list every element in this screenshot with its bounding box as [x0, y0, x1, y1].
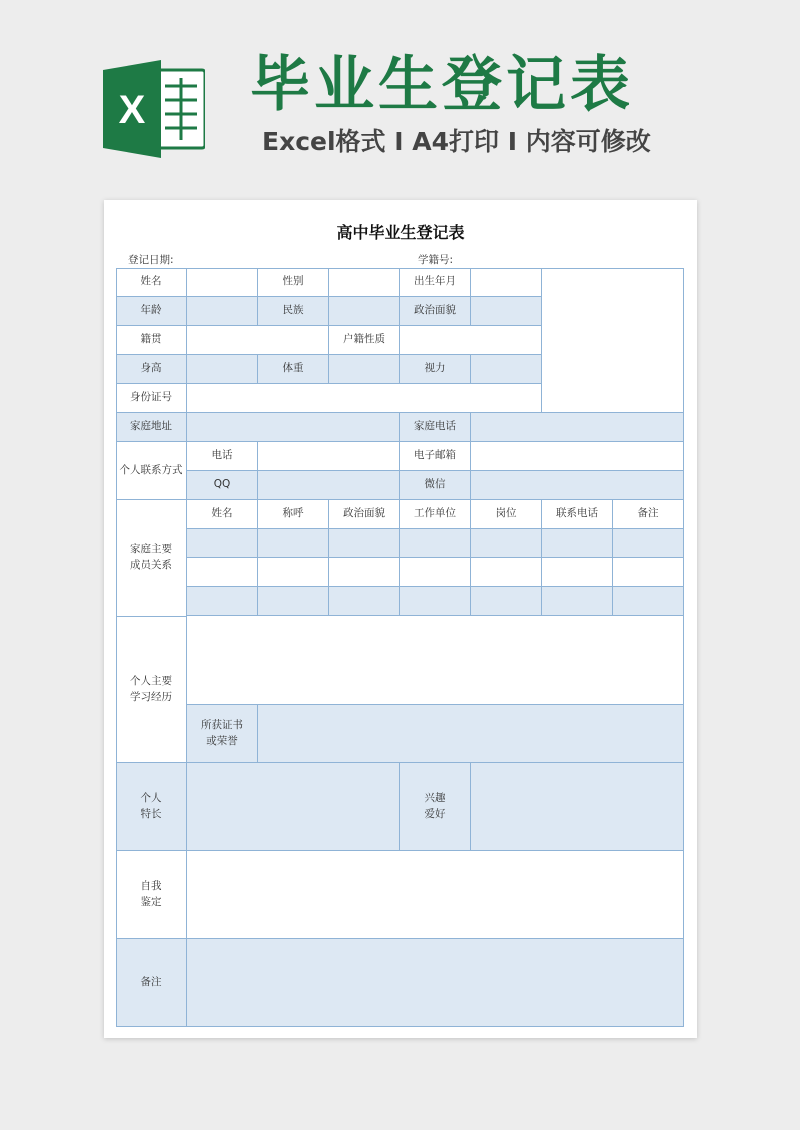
label-vision: 视力	[400, 355, 471, 384]
value-self-eval[interactable]	[187, 851, 684, 939]
family-member-cell[interactable]	[613, 529, 684, 558]
family-header-cell: 政治面貌	[329, 500, 400, 529]
family-member-cell[interactable]	[329, 558, 400, 587]
family-member-cell[interactable]	[471, 529, 542, 558]
value-birth[interactable]	[471, 268, 542, 297]
family-member-cell[interactable]	[471, 558, 542, 587]
family-member-cell[interactable]	[542, 529, 613, 558]
value-gender[interactable]	[329, 268, 400, 297]
document-title: 高中毕业生登记表	[336, 223, 465, 242]
family-header-cell: 工作单位	[400, 500, 471, 529]
form-sheet	[104, 200, 697, 1038]
label-study: 个人主要 学习经历	[116, 617, 187, 763]
value-hukou[interactable]	[400, 326, 542, 355]
label-awards: 所获证书 或荣誉	[187, 705, 258, 763]
label-hobby: 兴趣 爱好	[400, 763, 471, 851]
family-member-cell[interactable]	[329, 529, 400, 558]
registration-table	[116, 268, 684, 1027]
label-home-phone: 家庭电话	[400, 413, 471, 442]
label-wechat: 微信	[400, 471, 471, 500]
value-ethnicity[interactable]	[329, 297, 400, 326]
value-remarks[interactable]	[187, 939, 684, 1027]
excel-logo-icon	[103, 60, 205, 158]
family-member-cell[interactable]	[258, 587, 329, 616]
label-phone: 电话	[187, 442, 258, 471]
value-phone[interactable]	[258, 442, 400, 471]
family-member-cell[interactable]	[187, 558, 258, 587]
photo-cell[interactable]	[542, 268, 684, 413]
value-name[interactable]	[187, 268, 258, 297]
label-email: 电子邮箱	[400, 442, 471, 471]
value-home-phone[interactable]	[471, 413, 684, 442]
family-header-cell: 备注	[613, 500, 684, 529]
family-member-cell[interactable]	[400, 587, 471, 616]
value-native-place[interactable]	[187, 326, 329, 355]
family-member-cell[interactable]	[400, 558, 471, 587]
value-height[interactable]	[187, 355, 258, 384]
value-home-address[interactable]	[187, 413, 400, 442]
family-member-cell[interactable]	[400, 529, 471, 558]
value-study[interactable]	[187, 617, 684, 705]
label-contact: 个人联系方式	[116, 442, 187, 500]
label-name: 姓名	[116, 268, 187, 297]
family-member-cell[interactable]	[187, 587, 258, 616]
family-member-cell[interactable]	[613, 558, 684, 587]
value-political[interactable]	[471, 297, 542, 326]
student-id-label: 学籍号:	[418, 254, 454, 266]
family-header-cell: 岗位	[471, 500, 542, 529]
family-header-cell: 姓名	[187, 500, 258, 529]
value-id-number[interactable]	[187, 384, 542, 413]
label-political: 政治面貌	[400, 297, 471, 326]
family-member-cell[interactable]	[613, 587, 684, 616]
value-wechat[interactable]	[471, 471, 684, 500]
label-age: 年龄	[116, 297, 187, 326]
label-home-address: 家庭地址	[116, 413, 187, 442]
family-member-cell[interactable]	[258, 529, 329, 558]
family-member-cell[interactable]	[329, 587, 400, 616]
label-native-place: 籍贯	[116, 326, 187, 355]
family-member-cell[interactable]	[542, 558, 613, 587]
label-self-eval: 自我 鉴定	[116, 851, 187, 939]
label-id-number: 身份证号	[116, 384, 187, 413]
value-vision[interactable]	[471, 355, 542, 384]
date-label: 登记日期:	[128, 254, 174, 266]
label-weight: 体重	[258, 355, 329, 384]
logo-letter: X	[118, 88, 146, 132]
label-ethnicity: 民族	[258, 297, 329, 326]
family-member-cell[interactable]	[471, 587, 542, 616]
page-subtitle: Excel格式 I A4打印 I 内容可修改	[262, 127, 651, 156]
value-qq[interactable]	[258, 471, 400, 500]
family-member-cell[interactable]	[258, 558, 329, 587]
label-specialty: 个人 特长	[116, 763, 187, 851]
value-email[interactable]	[471, 442, 684, 471]
family-header-cell: 联系电话	[542, 500, 613, 529]
page-title: 毕业生登记表	[250, 50, 634, 120]
family-header-cell: 称呼	[258, 500, 329, 529]
label-birth: 出生年月	[400, 268, 471, 297]
label-qq: QQ	[187, 471, 258, 500]
family-member-cell[interactable]	[187, 529, 258, 558]
family-member-cell[interactable]	[542, 587, 613, 616]
value-specialty[interactable]	[187, 763, 400, 851]
label-gender: 性别	[258, 268, 329, 297]
value-age[interactable]	[187, 297, 258, 326]
label-hukou: 户籍性质	[329, 326, 400, 355]
label-height: 身高	[116, 355, 187, 384]
value-weight[interactable]	[329, 355, 400, 384]
value-awards[interactable]	[258, 705, 684, 763]
label-remarks: 备注	[116, 939, 187, 1027]
value-hobby[interactable]	[471, 763, 684, 851]
label-family: 家庭主要 成员关系	[116, 500, 187, 617]
